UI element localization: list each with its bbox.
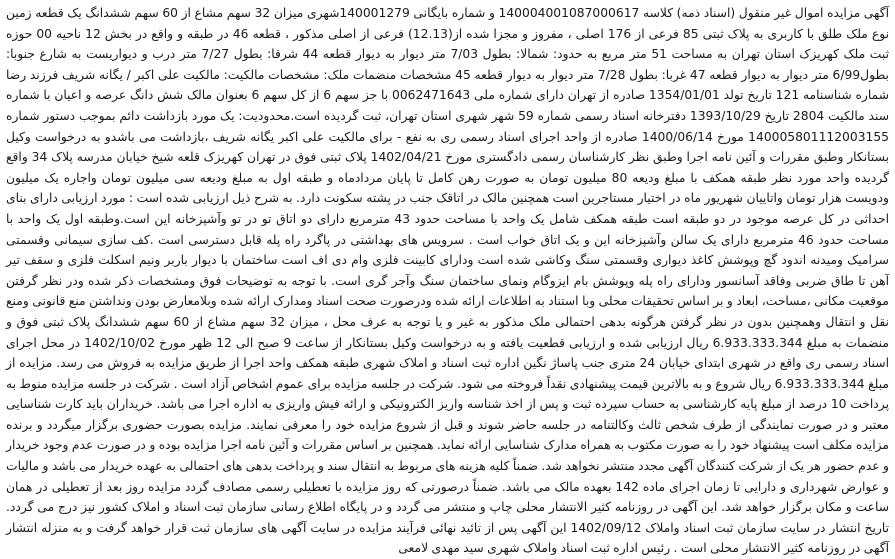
- auction-notice-body: [6, 3, 890, 556]
- auction-notice-text: آگهی مزایده اموال غیر منقول (اسناد ذمه) کلاسه 140004001087000617 و شماره بایگانی 140001279شهری میزان 32 سهم مشاع از 60 سهم ششدانگ یک قطعه زمین نوع ملک طلق با کاربری به پلاک ثبتی 85 فرعی از 176 اصلی ، مفروز و مجزا شده از(12.13) فرعی از اصلی مذکور ، قطعه 46 در طبقه و واقع در بخش 12 ناحیه 00 حوزه ثبت ملک کهریزک استان تهران به مساحت 51 متر مربع به حدود: شمالا: بطول 7/03 متر دیوار به دیوار قطعه 44 شرقا: بطول 7/27 متر درب و دیواریست به شارع جنوبا: بطول6/99 متر دیوار به دیوار قطعه 47 غربا: بطول 7/28 متر دیوار به دیوار قطعه 45 مشخصات منضمات ملک: مشخصات مالکیت: مالکیت علی اکبر / یگانه شریف فرزند رضا شماره شناسنامه 121 تاریخ تولد 1354/01/01 صادره از تهران دارای شماره ملی 0062471643 با جز سهم 6 از کل سهم 6 بعنوان مالک شش دانگ عرصه و اعیان با شماره سند مالکیت 2804 تاریخ 1393/10/29 دفترخانه اسناد رسمی شماره 59 شهر شهری استان تهران، ثبت گردیده است.محدودیت: یک مورد بازداشت دائم بموجب دستور شماره 140005801112003155 مورخ 1400/06/14 صادره از واحد اجرای اسناد رسمی ری به نفع - برای مالکیت علی اکبر یگانه شریف ،بازداشت می باشدو به درخواست وکیل بستانکار وطبق مقررات و آئین نامه اجرا وطبق نظر کارشناسان رسمی دادگستری مورخ 1402/04/21 پلاک ثبتی فوق در تهران کهریزک قلعه شیخ خیابان مدرسه پلاک 34 واقع گردیده واحد مورد نظر طبقه همکف با مبلغ ودیعه 80 میلیون تومان به صورت رهن کامل تا پایان مردادماه و طبقه اول به مبلغ ودیعه سی میلیون تومان واجاره یک میلیون ودویست هزار تومان واتاییان شهریور ماه در اختیار مستاجرین است همچنین مالک در اتاقک جنب در پشته سکونت دارد. به شرح ذیل ارزیابی شده است : مورد ارزیابی دارای بنای احداثی در کل عرصه موجود در دو طبقه است طبقه همکف شامل یک واحد با مساحت حدود 43 مترمربع دارای دو اتاق تو در تو وآشپزخانه این است.وطبقه اول یک واحد با مساحت حدود 46 مترمربع دارای یک سالن وآشپزخانه این و یک اتاق خواب است . سرویس های بهداشتی در پاگرد راه پله قابل دسترسی است .کف سازی سیمانی وقسمتی سرامیک ومیدنه اندود گچ وپوشش کاغذ دیواری وقسمتی سنگ وکاشی شده است ودارای کابینت فلزی وام دی اف است ساختمان با دیوار باربر ونیم اسکلت فلزی و سقف تیر آهن تا طاق ضربی وفاقد آسانسور ودارای راه پله وپوشش بام ایزوگام ونمای ساختمان سنگ وآجر گری است. با توجه به توضیحات فوق ومشخصات ذکر شده ودر نظر گرفتن موقعیت مکانی ،مساحت، ابعاد و بر اساس تحقیقات محلی وبا استناد به اطلاعات ارائه شده ودرصورت صحت اسناد ومدارک ارائه شده وبلامعارض بودن ونداشتن منع قانونی ومنع نقل و انتقال وهمچنین بدون در نظر گرفتن هرگونه بدهی احتمالی ملک مذکور به غیر و یا توجه به عرف محل ، میزان 32 سهم مشاع از 60 سهم ششدانگ پلاک ثبتی فوق و منضمات به مبلغ 6.933.333.344 ریال ارزیابی شده و ارزیابی قطعیت یافته و به درخواست وکیل بستانکار از ساعت 9 صبح الی 12 ظهر مورخ 1402/10/02 در محل اجرای اسناد رسمی ری واقع در شهری ابتدای خیابان 24 متری جنب پاساژ نگین اداره ثبت اسناد و املاک شهری طبقه همکف واحد اجرا از طریق مزایده به فروش می رسد. مزایده از مبلغ 6.933.333.344 ریال شروع و به بالاترین قیمت پیشنهادی نقداً فروخته می شود. شرکت در جلسه مزایده برای عموم اشخاص آزاد است . شرکت در جلسه مزایده منوط به پرداخت 10 درصد از مبلغ پایه کارشناسی به حساب سپرده ثبت و پس از اخذ شناسه واریز الکترونیکی و ارائه فیش واریزی به اداره اجرا می باشد. خریداران باید کارت شناسایی معتبر و در صورت نمایندگی از طرف شخص ثالث وکالتنامه در جلسه حاضر شوند و قبل از شروع مزایده خود را معرفی نمایند. مزایده بصورت حضوری برگزار میگردد و برنده مزایده مکلف است پیشنهاد خود را به صورت مکتوب به همراه مدارک شناسایی ارائه نماید. همچنین بر اساس مقررات و آئین نامه اجرا مزایده بوده و در صورت عدم وجود خریدار و عدم حضور هر یک از شرکت کنندگان آگهی مجدد منتشر نخواهد شد. ضمناً کلیه هزینه های مربوط به انتقال سند و پرداخت بدهی های احتمالی به عهده خریدار می باشد و مالیات و عوارض شهرداری و دارایی تا زمان اجرای ماده 142 بعهده مالک می باشد. ضمناً درصورتی که روز مزایده با تعطیلی رسمی مصادف گردد مزایده روز بعد از تعطیلی در همان ساعت و مکان برگزار خواهد شد. این آگهی در روزنامه کثیر الانتشار محلی چاپ و منتشر می گردد و در پایگاه اطلاع رسانی سازمان ثبت اسناد و املاک کشور نیز درج می گردد. تاریخ انتشار در سایت سازمان ثبت اسناد واملاک 1402/09/12 این آگهی پس از تائید نهائی فرآیند مزایده در سایت آگهی های سازمان ثبت قرار خواهد گرفت و به منزله انتشار آگهی در روزنامه کثیر الانتشار محلی است . رئیس اداره ثبت اسناد واملاک شهری سید مهدی لامعی: [6, 6, 890, 556]
